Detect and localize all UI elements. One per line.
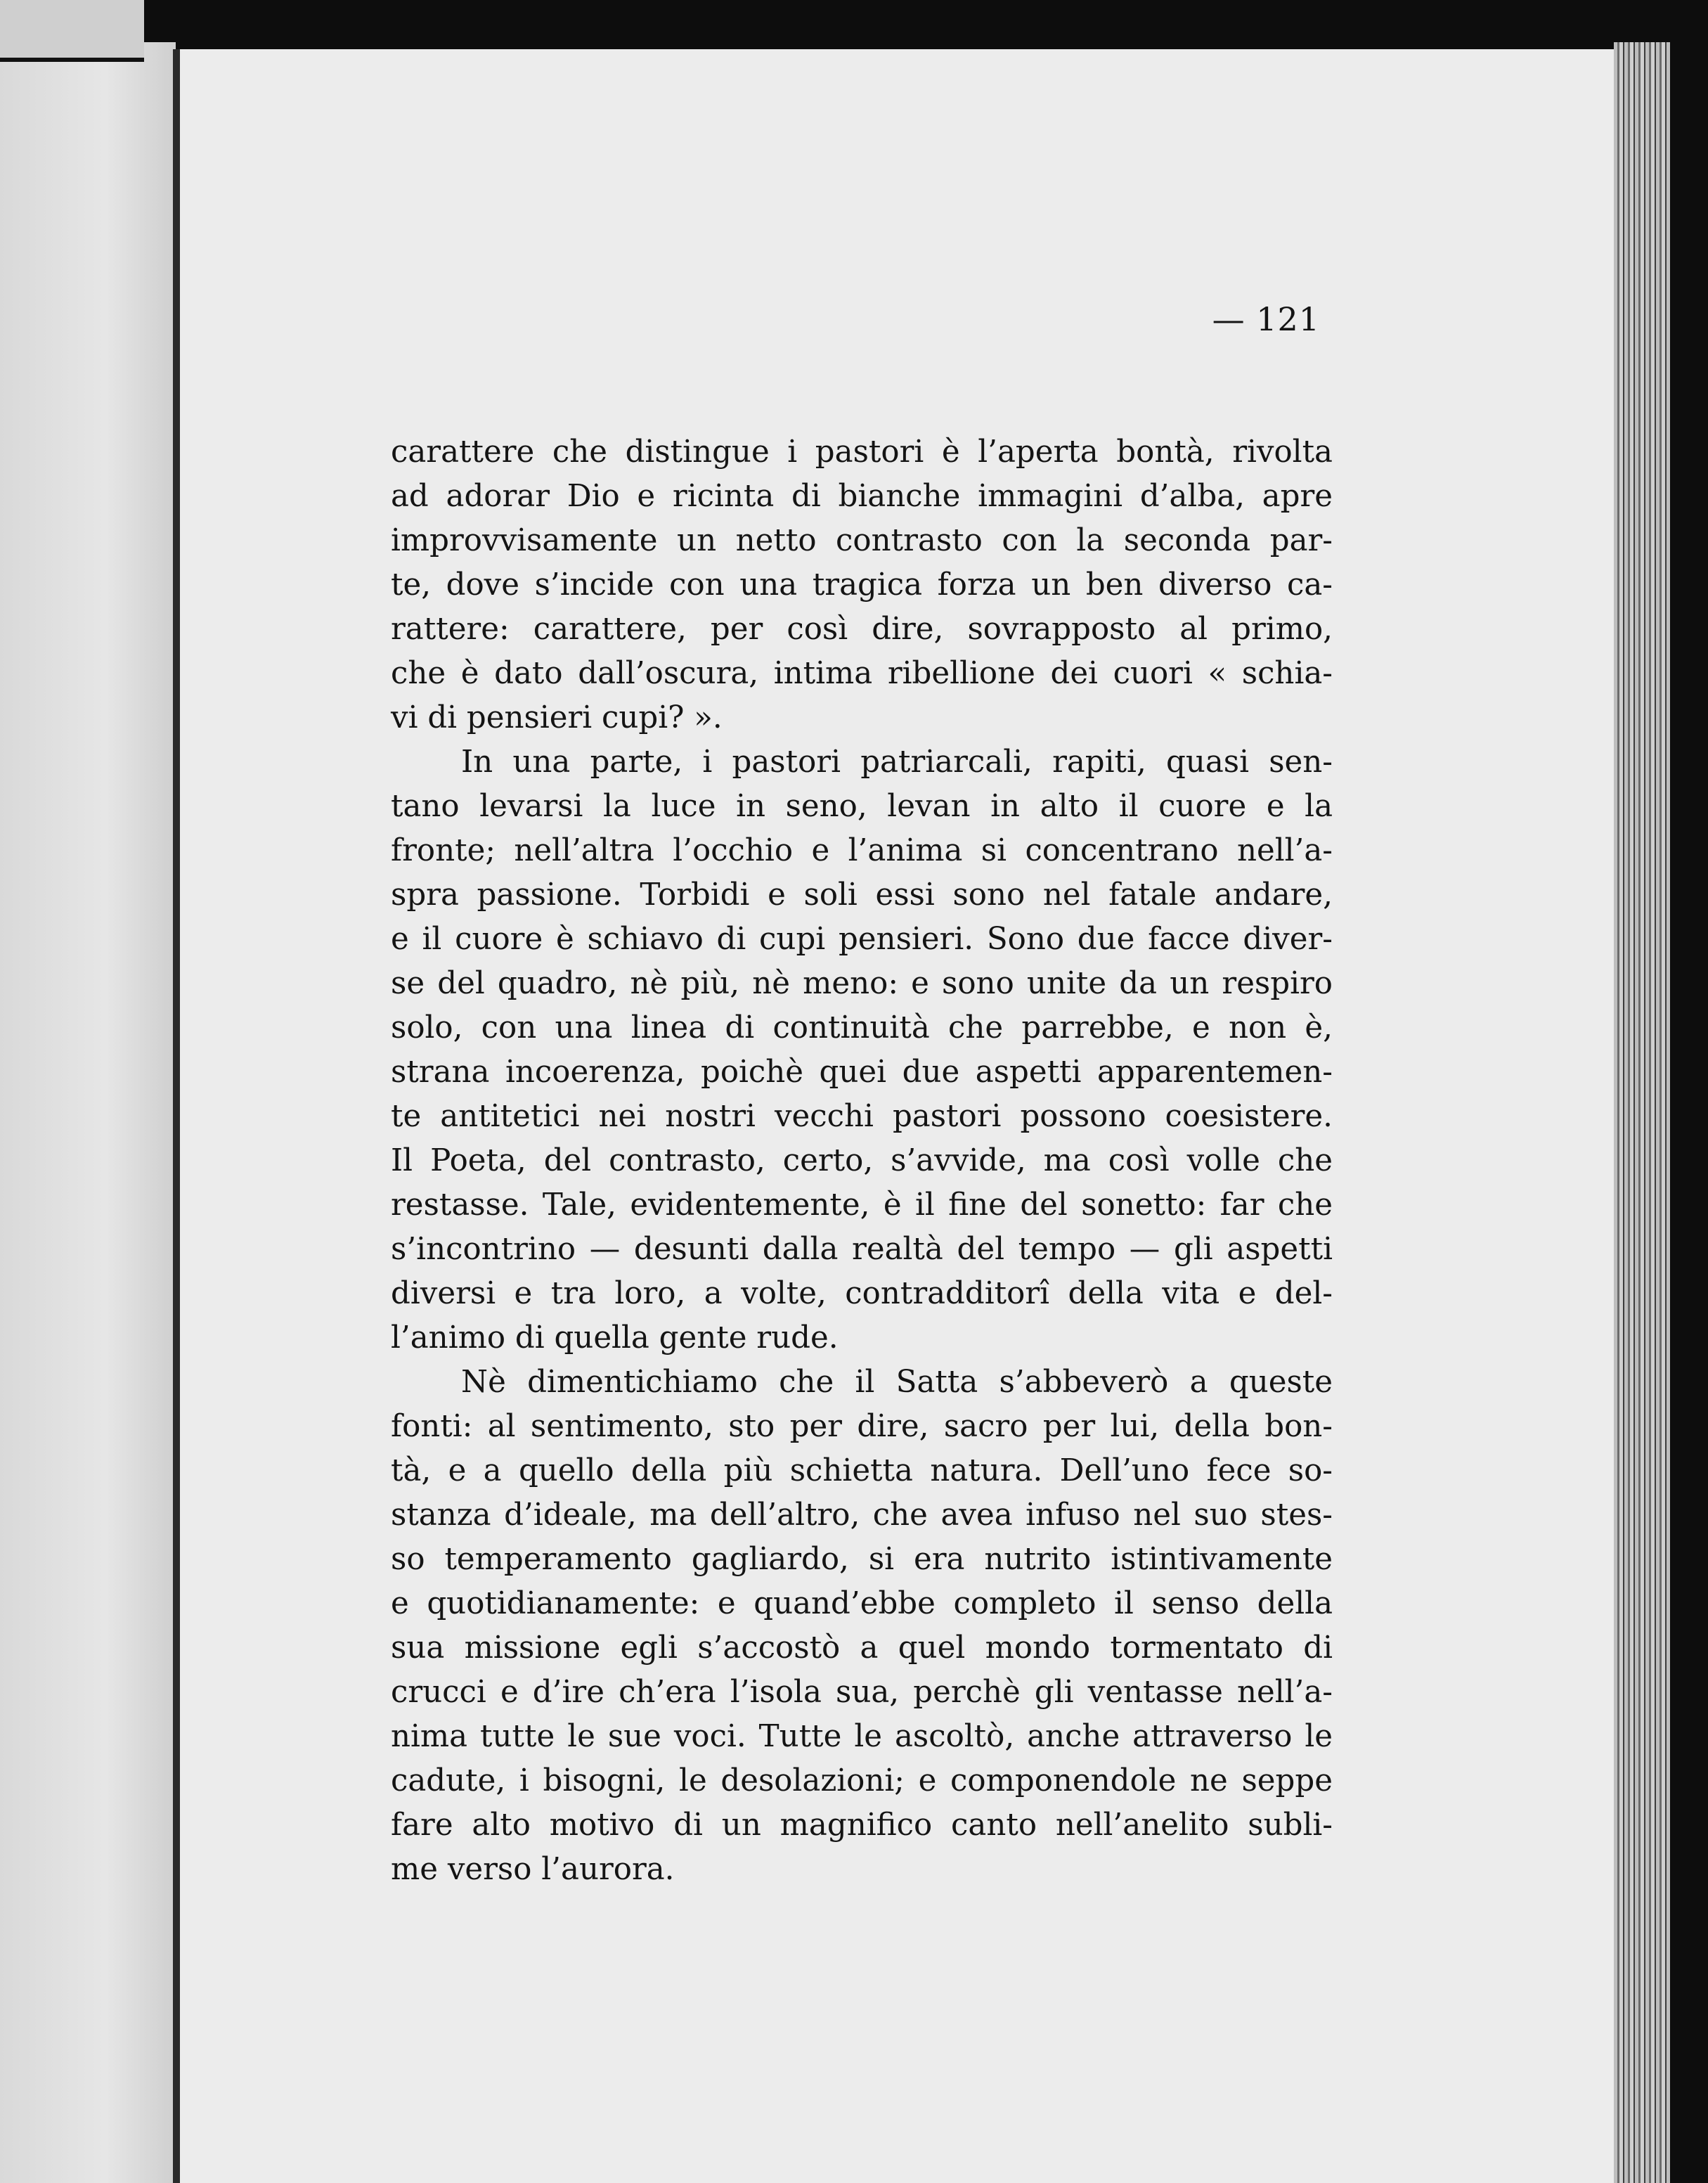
text-line: stanza d’ideale, ma dell’altro, che avea infuso nel suo stes- [391, 1498, 1333, 1533]
text-line: te, dove s’incide con una tragica forza un ben diverso ca- [391, 567, 1333, 603]
text-line: che è dato dall’oscura, intima ribellione dei cuori « schia- [391, 656, 1333, 691]
text-line: se del quadro, nè più, nè meno: e sono unite da un respiro [391, 966, 1333, 1001]
text-line: tano levarsi la luce in seno, levan in alto il cuore e la [391, 789, 1333, 824]
text-line: me verso l’aurora. [391, 1852, 675, 1887]
text-line: improvvisamente un netto contrasto con la seconda par- [391, 523, 1333, 558]
text-line: crucci e d’ire ch’era l’isola sua, perchè gli ventasse nell’a- [391, 1675, 1333, 1710]
text-line: solo, con una linea di continuità che parrebbe, e non è, [391, 1010, 1333, 1045]
page-number: — 121 [1212, 300, 1320, 338]
text-line: carattere che distingue i pastori è l’aperta bontà, rivolta [391, 434, 1333, 470]
text-line: fare alto motivo di un magnifico canto nell’anelito subli- [391, 1808, 1333, 1843]
text-line: vi di pensieri cupi? ». [391, 700, 723, 735]
text-line: e quotidianamente: e quand’ebbe completo il senso della [391, 1586, 1333, 1621]
text-line: cadute, i bisogni, le desolazioni; e componendole ne seppe [391, 1763, 1333, 1798]
text-line: In una parte, i pastori patriarcali, rapiti, quasi sen- [461, 745, 1333, 780]
text-line: restasse. Tale, evidentemente, è il fine del sonetto: far che [391, 1187, 1333, 1223]
text-line: fronte; nell’altra l’occhio e l’anima si concentrano nell’a- [391, 833, 1333, 868]
text-line: te antitetici nei nostri vecchi pastori possono coesistere. [391, 1099, 1333, 1134]
text-line: s’incontrino — desunti dalla realtà del tempo — gli aspetti [391, 1232, 1333, 1267]
text-line: so temperamento gagliardo, si era nutrito istintivamente [391, 1542, 1333, 1577]
left-page [0, 42, 176, 2183]
text-line: e il cuore è schiavo di cupi pensieri. Sono due facce diver- [391, 922, 1333, 957]
text-line: nima tutte le sue voci. Tutte le ascoltò, anche attraverso le [391, 1719, 1333, 1754]
text-line: sua missione egli s’accostò a quel mondo tormentato di [391, 1630, 1333, 1666]
text-line: Il Poeta, del contrasto, certo, s’avvide, ma così volle che [391, 1143, 1333, 1178]
body-text [391, 430, 1333, 1892]
text-line: Nè dimentichiamo che il Satta s’abbeverò a queste [461, 1365, 1333, 1400]
page-edges [1614, 42, 1670, 2183]
text-line: l’animo di quella gente rude. [391, 1320, 839, 1355]
text-line: fonti: al sentimento, sto per dire, sacro per lui, della bon- [391, 1409, 1333, 1444]
text-line: tà, e a quello della più schietta natura. Dell’uno fece so- [391, 1453, 1333, 1488]
text-line: diversi e tra loro, a volte, contradditorî della vita e del- [391, 1276, 1333, 1311]
book-gutter [173, 49, 180, 2183]
text-line: strana incoerenza, poichè quei due aspetti apparentemen- [391, 1055, 1333, 1090]
text-line: spra passione. Torbidi e soli essi sono nel fatale andare, [391, 877, 1333, 913]
text-line: ad adorar Dio e ricinta di bianche immagini d’alba, apre [391, 479, 1333, 514]
left-page-top-edge [0, 0, 144, 62]
text-line: rattere: carattere, per così dire, sovrapposto al primo, [391, 612, 1333, 647]
